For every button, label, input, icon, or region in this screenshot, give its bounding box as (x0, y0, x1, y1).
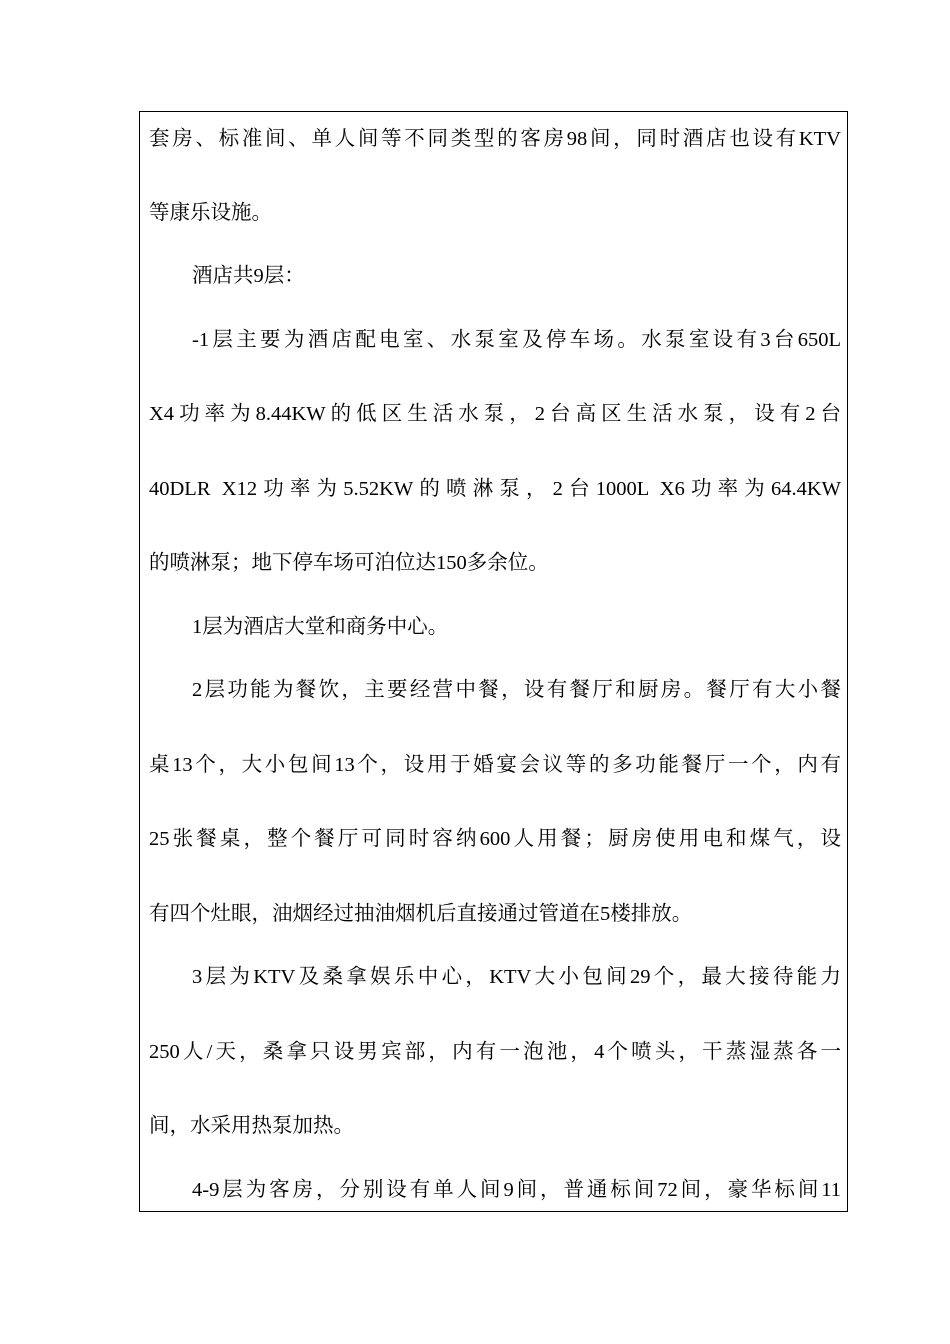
text-line: 40DLR X12功率为5.52KW的喷淋泵，2台1000L X6功率为64.4KW (149, 478, 841, 500)
text-line: 的喷淋泵；地下停车场可泊位达150多余位。 (149, 552, 549, 574)
text-line: 25张餐桌，整个餐厅可同时容纳600人用餐；厨房使用电和煤气，设 (149, 828, 841, 850)
text-line: 间，水采用热泵加热。 (149, 1115, 354, 1137)
text-line: 酒店共9层： (192, 265, 305, 287)
document-table-cell (139, 111, 848, 1212)
text-line: 250人/天，桑拿只设男宾部，内有一泡池，4个喷头，干蒸湿蒸各一 (149, 1041, 841, 1063)
text-line: 3层为KTV及桑拿娱乐中心，KTV大小包间29个，最大接待能力 (192, 966, 841, 988)
text-line: 有四个灶眼，油烟经过抽油烟机后直接通过管道在5楼排放。 (149, 903, 693, 925)
text-line: 1层为酒店大堂和商务中心。 (192, 616, 449, 638)
text-line: 桌13个，大小包间13个，设用于婚宴会议等的多功能餐厅一个，内有 (149, 754, 841, 776)
text-line: 2层功能为餐饮，主要经营中餐，设有餐厅和厨房。餐厅有大小餐 (192, 679, 841, 701)
text-line: 等康乐设施。 (149, 202, 272, 224)
text-line: X4功率为8.44KW的低区生活水泵，2台高区生活水泵，设有2台 (149, 403, 841, 425)
text-line: -1层主要为酒店配电室、水泵室及停车场。水泵室设有3台650L (192, 329, 841, 351)
text-line: 4-9层为客房，分别设有单人间9间，普通标间72间，豪华标间11 (192, 1179, 841, 1201)
text-line: 套房、标准间、单人间等不同类型的客房98间，同时酒店也设有KTV (149, 128, 841, 150)
